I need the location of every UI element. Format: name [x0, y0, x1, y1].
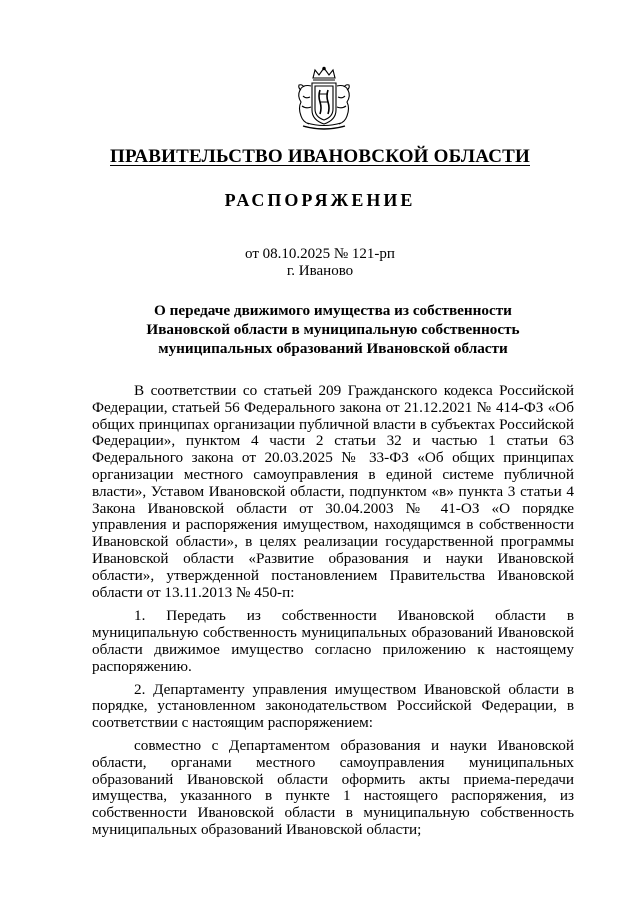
subitem-paragraph: совместно с Департаментом образования и науки Ивановской области, органами местного самоуправления муниципальных образований Ивановской области оформить акты приема-передачи имущества, указанного в пункте 1 настоящего распоряжения, из собственности Ивановской области в муниципальную собственность муниципальных образований Ивановской области; — [92, 736, 574, 838]
document-city: г. Иваново — [286, 263, 354, 279]
document-date-number: от 08.10.2025 № 121-рп — [245, 246, 395, 262]
government-title: ПРАВИТЕЛЬСТВО ИВАНОВСКОЙ ОБЛАСТИ — [110, 146, 530, 167]
coat-of-arms-icon — [293, 66, 355, 132]
item-2-paragraph: 2. Департаменту управления имуществом Ивановской области в порядке, установленном законодательством Российской Федерации, в соответствии с настоящим распоряжением: — [92, 680, 574, 732]
heading-line: муниципальных образований Ивановской области — [158, 340, 508, 357]
preamble-paragraph: В соответствии со статьей 209 Гражданского кодекса Российской Федерации, статьей 56 Федерального закона от 21.12.2021 № 414-ФЗ «Об общих принципах организации публичной власти в субъектах Российской Федерации», пунктом 4 части 2 статьи 32 и частью 1 статьи 63 Федерального закона от 20.03.2025 № 33-ФЗ «Об общих принципах организации местного самоуправления в единой системе публичной власти», Уставом Ивановской области, подпунктом «в» пункта 3 статьи 4 Закона Ивановской области от 30.04.2003 № 41-ОЗ «О порядке управления и распоряжения имуществом, находящимся в собственности Ивановской области», в целях реализации государственной программы Ивановской области «Развитие образования и науки Ивановской области», утвержденной постановлением Правительства Ивановской области от 13.11.2013 № 450-п: — [92, 382, 574, 601]
document-type: РАСПОРЯЖЕНИЕ — [224, 190, 416, 210]
document-body — [92, 383, 574, 845]
item-1-paragraph: 1. Передать из собственности Ивановской области в муниципальную собственность муниципальных образований Ивановской области движимое имущество согласно приложению к настоящему распоряжению. — [92, 607, 574, 675]
heading-line: О передаче движимого имущества из собственности — [154, 302, 512, 319]
document-heading — [92, 301, 574, 358]
heading-line: Ивановской области в муниципальную собственность — [146, 321, 520, 338]
